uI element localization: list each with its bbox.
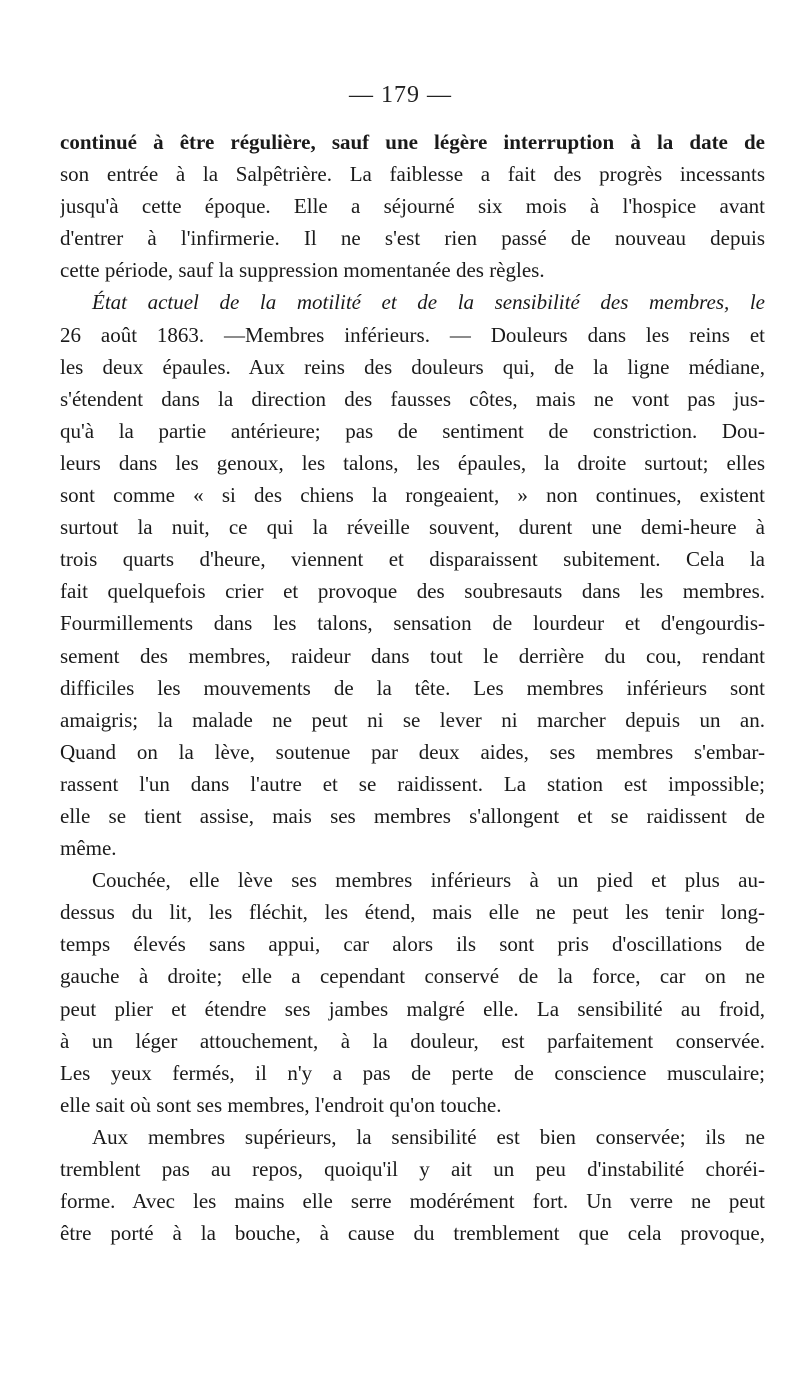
text-line: sement des membres, raideur dans tout le derrière du cou, rendant (60, 643, 765, 668)
text-line: dessus du lit, les fléchit, les étend, mais elle ne peut les tenir long- (60, 900, 765, 925)
text-line: continué à être régulière, sauf une légère interruption à la date de (60, 130, 765, 154)
text-line: surtout la nuit, ce qui la réveille souvent, durent une demi-heure à (60, 515, 765, 540)
text-line: sont comme « si des chiens la rongeaient, » non continues, existent (60, 483, 765, 508)
section-heading-line: État actuel de la motilité et de la sensibilité des membres, le (92, 290, 765, 315)
text-line: 26 août 1863. —Membres inférieurs. — Douleurs dans les reins et (60, 322, 765, 347)
text-line: d'entrer à l'infirmerie. Il ne s'est rien passé de nouveau depuis (60, 226, 765, 251)
text-line: gauche à droite; elle a cependant conservé de la force, car on ne (60, 964, 765, 989)
text-line: Les yeux fermés, il n'y a pas de perte de conscience musculaire; (60, 1060, 765, 1085)
text-line: s'étendent dans la direction des fausses côtes, mais ne vont pas jus- (60, 386, 765, 411)
text-line: Fourmillements dans les talons, sensation de lourdeur et d'engourdis- (60, 611, 765, 636)
text-line: forme. Avec les mains elle serre modérément fort. Un verre ne peut (60, 1189, 765, 1214)
text-line: cette période, sauf la suppression momentanée des règles. (60, 258, 545, 283)
page-number-header: — 179 — (349, 82, 452, 108)
text-line: qu'à la partie antérieure; pas de sentiment de constriction. Dou- (60, 418, 765, 443)
text-line: Quand on la lève, soutenue par deux aides, ses membres s'embar- (60, 739, 765, 764)
body-text (60, 126, 765, 1249)
text-line: son entrée à la Salpêtrière. La faiblesse a fait des progrès incessants (60, 162, 765, 187)
text-line: tremblent pas au repos, quoiqu'il y ait un peu d'instabilité choréi- (60, 1157, 765, 1181)
text-line: jusqu'à cette époque. Elle a séjourné six mois à l'hospice avant (60, 194, 765, 219)
text-line: leurs dans les genoux, les talons, les épaules, la droite surtout; elles (60, 450, 765, 475)
text-line: être porté à la bouche, à cause du tremblement que cela provoque, (60, 1221, 765, 1246)
text-line: trois quarts d'heure, viennent et disparaissent subitement. Cela la (60, 547, 765, 572)
text-line: les deux épaules. Aux reins des douleurs qui, de la ligne médiane, (60, 354, 765, 379)
text-line: elle se tient assise, mais ses membres s'allongent et se raidissent de (60, 803, 765, 828)
text-line: rassent l'un dans l'autre et se raidissent. La station est impossible; (60, 771, 765, 796)
text-line: Couchée, elle lève ses membres inférieurs à un pied et plus au- (92, 868, 765, 893)
text-line: peut plier et étendre ses jambes malgré elle. La sensibilité au froid, (60, 996, 765, 1021)
text-line: elle sait où sont ses membres, l'endroit qu'on touche. (60, 1092, 502, 1117)
text-line: fait quelquefois crier et provoque des soubresauts dans les membres. (60, 579, 765, 604)
text-line: difficiles les mouvements de la tête. Les membres inférieurs sont (60, 675, 765, 700)
text-line: temps élevés sans appui, car alors ils sont pris d'oscillations de (60, 932, 765, 957)
text-line: amaigris; la malade ne peut ni se lever ni marcher depuis un an. (60, 707, 765, 732)
text-line: même. (60, 836, 117, 861)
text-line: Aux membres supérieurs, la sensibilité est bien conservée; ils ne (92, 1124, 765, 1149)
text-line: à un léger attouchement, à la douleur, est parfaitement conservée. (60, 1028, 765, 1053)
